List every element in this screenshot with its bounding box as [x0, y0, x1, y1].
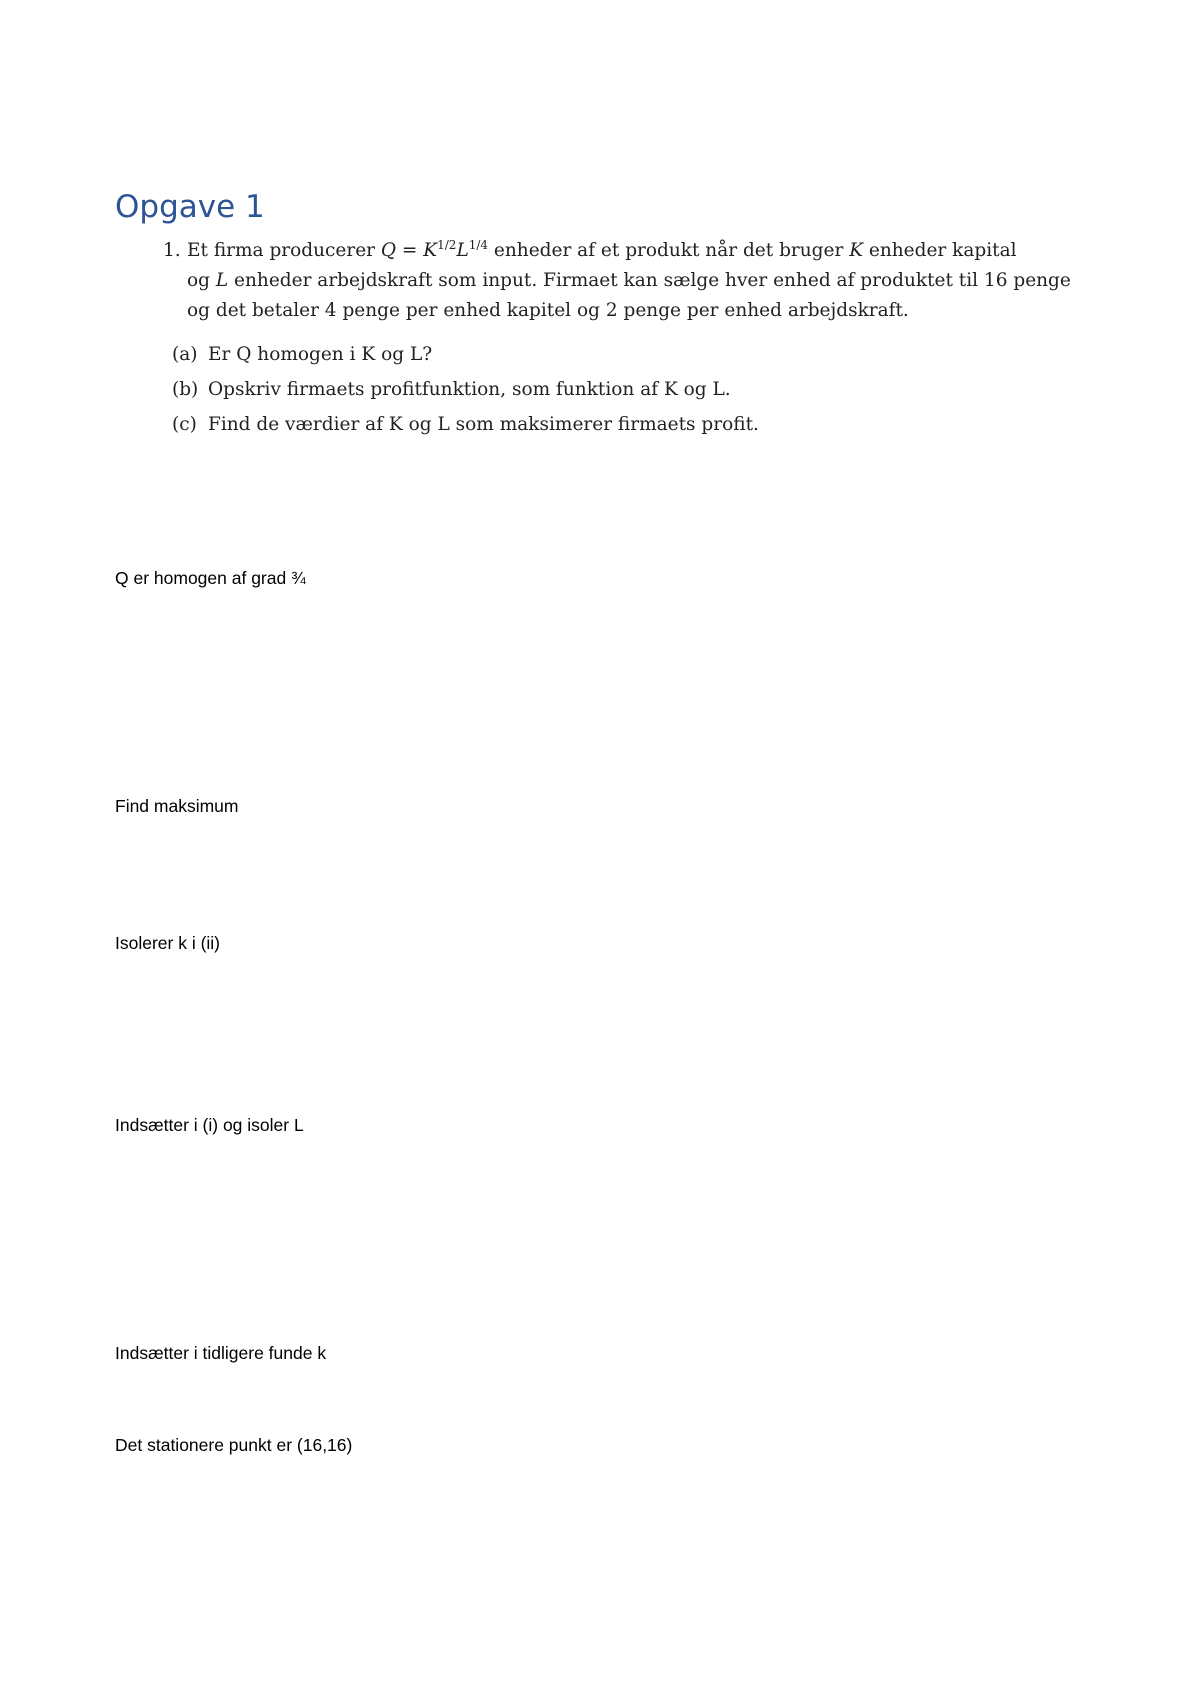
problem-line-1 — [187, 236, 1071, 266]
problem-paragraph — [163, 236, 1071, 326]
note-insert-k: Indsætter i tidligere funde k — [115, 1343, 327, 1363]
sub-question — [172, 407, 1003, 442]
sub-question-text: Find de værdier af K og L som maksimerer firmaets profit. — [208, 414, 759, 435]
problem-line-1-text-b: enheder af et produkt når det bruger — [488, 240, 850, 261]
sub-question — [172, 337, 1003, 372]
note-insert-isolate-l: Indsætter i (i) og isoler L — [115, 1115, 304, 1135]
problem-line-1-text-a: Et firma producerer — [187, 240, 381, 261]
page-title: Opgave 1 — [115, 189, 265, 225]
problem-line-1-text-c: enheder kapital — [863, 240, 1017, 261]
sub-question-text: Er Q homogen i K og L? — [208, 344, 433, 365]
sub-question-list — [172, 337, 1003, 442]
note-homogeneity: Q er homogen af grad ¾ — [115, 568, 306, 588]
variable-k: K — [849, 240, 864, 261]
exponent-l: 1/4 — [468, 237, 489, 252]
variable-l-2: L — [215, 270, 229, 291]
sub-question-label: (c) — [172, 414, 197, 435]
problem-line-2 — [187, 266, 1071, 296]
problem-line-3: og det betaler 4 penge per enhed kapitel og 2 penge per enhed arbejdskraft. — [187, 300, 909, 321]
problem-number: 1. — [163, 240, 181, 261]
sub-question-label: (a) — [172, 344, 198, 365]
note-find-maximum: Find maksimum — [115, 796, 239, 816]
exponent-k: 1/2 — [437, 237, 457, 252]
sub-question-label: (b) — [172, 379, 199, 400]
problem-statement — [163, 236, 1071, 442]
problem-line-2-text-a: og — [187, 270, 216, 291]
sub-question — [172, 372, 1003, 407]
problem-line-2-text-b: enheder arbejdskraft som input. Firmaet kan sælge hver enhed af produktet til 16 penge — [228, 270, 1071, 291]
note-isolate-k: Isolerer k i (ii) — [115, 933, 221, 953]
production-formula: Q = K — [380, 240, 438, 261]
sub-question-text: Opskriv firmaets profitfunktion, som funktion af K og L. — [208, 379, 731, 400]
problem-text — [187, 236, 1071, 326]
note-stationary-point: Det stationere punkt er (16,16) — [115, 1435, 353, 1455]
variable-l: L — [456, 240, 469, 261]
